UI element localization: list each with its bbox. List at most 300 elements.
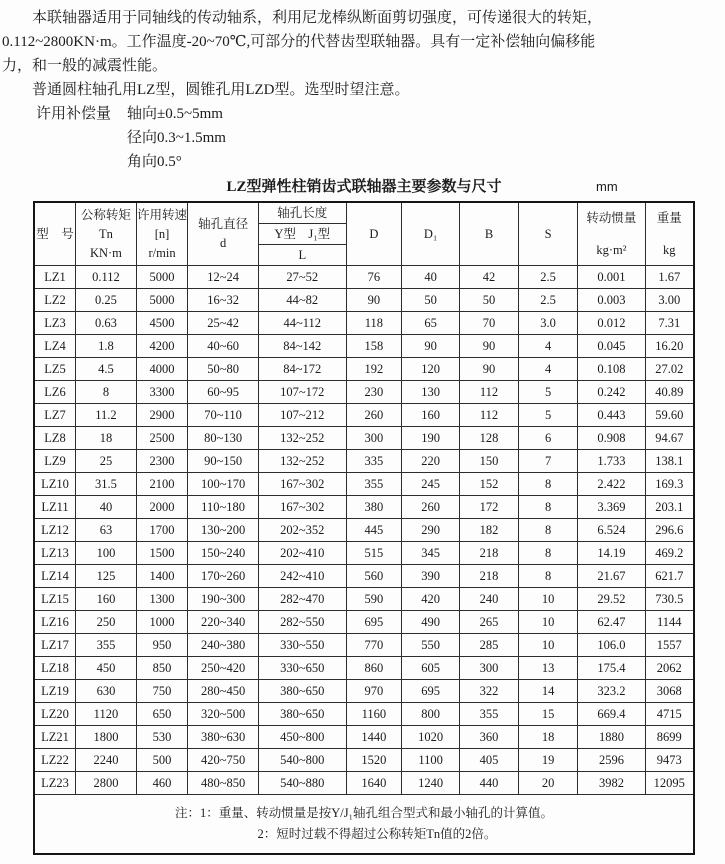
table-body (34, 266, 694, 795)
col-header-model: 型 号 (34, 202, 76, 266)
table-row (34, 611, 694, 634)
table-footer (34, 795, 694, 855)
table-row (34, 335, 694, 358)
table-cell: 1880 (578, 726, 645, 749)
table-row (34, 473, 694, 496)
table-cell: 4715 (645, 703, 694, 726)
table-cell: 460 (136, 772, 187, 795)
table-cell: 240~380 (188, 634, 259, 657)
col-header-B: B (460, 202, 519, 266)
table-cell: 4 (518, 358, 577, 381)
table-cell: 59.60 (645, 404, 694, 427)
table-cell: 16~32 (188, 289, 259, 312)
table-cell: LZ5 (34, 358, 76, 381)
table-cell: 7 (518, 450, 577, 473)
table-cell: 40.89 (645, 381, 694, 404)
table-cell: 100 (76, 542, 137, 565)
table-cell: 1.67 (645, 266, 694, 289)
table-cell: 2240 (76, 749, 137, 772)
col-header-torque (76, 202, 137, 266)
table-row (34, 726, 694, 749)
table-cell: 8 (518, 565, 577, 588)
intro-paragraph-2: 普通圆柱轴孔用LZ型，圆锥孔用LZD型。选型时望注意。 (32, 82, 410, 98)
col-header-torque-line: KN·m (89, 245, 122, 260)
table-cell: 13 (518, 657, 577, 680)
table-cell: 50 (402, 289, 460, 312)
table-row (34, 427, 694, 450)
table-cell: 132~252 (258, 427, 346, 450)
table-cell: 1020 (402, 726, 460, 749)
table-cell: 44~82 (258, 289, 346, 312)
table-cell: 12~24 (188, 266, 259, 289)
table-cell: 300 (460, 657, 519, 680)
table-cell: 220~340 (188, 611, 259, 634)
table-cell: 323.2 (578, 680, 645, 703)
table-cell: 4000 (136, 358, 187, 381)
table-cell: LZ13 (34, 542, 76, 565)
table-row (34, 680, 694, 703)
table-cell: 2.422 (578, 473, 645, 496)
table-cell: 380 (346, 496, 401, 519)
table-cell: 2100 (136, 473, 187, 496)
table-cell: 650 (136, 703, 187, 726)
table-cell: 1120 (76, 703, 137, 726)
table-cell: 515 (346, 542, 401, 565)
table-cell: 14 (518, 680, 577, 703)
table-cell: 590 (346, 588, 401, 611)
table-cell: 621.7 (645, 565, 694, 588)
table-cell: 218 (460, 565, 519, 588)
table-row (34, 657, 694, 680)
table-cell: 3.00 (645, 289, 694, 312)
table-cell: 8699 (645, 726, 694, 749)
table-cell: 390 (402, 565, 460, 588)
table-cell: 335 (346, 450, 401, 473)
col-header-speed-line: [n] (154, 226, 170, 241)
table-cell: 63 (76, 519, 137, 542)
table-cell: 4.5 (76, 358, 137, 381)
col-header-torque-line: Tn (98, 226, 113, 241)
table-cell: 90 (460, 358, 519, 381)
table-cell: LZ21 (34, 726, 76, 749)
table-cell: LZ6 (34, 381, 76, 404)
table-cell: LZ20 (34, 703, 76, 726)
table-cell: 1440 (346, 726, 401, 749)
table-cell: 40 (76, 496, 137, 519)
unit-label: mm (596, 179, 618, 194)
table-cell: 1300 (136, 588, 187, 611)
col-header-inertia (578, 202, 645, 266)
table-cell: LZ3 (34, 312, 76, 335)
table-cell: 405 (460, 749, 519, 772)
col-header-weight-line: 重量 (656, 210, 682, 225)
table-cell: LZ11 (34, 496, 76, 519)
table-cell: 25~42 (188, 312, 259, 335)
note-2: 2：短时过载不得超过公称转矩Tn值的2倍。 (257, 827, 497, 841)
table-cell: 3.0 (518, 312, 577, 335)
table-cell: 280~450 (188, 680, 259, 703)
table-cell: 380~650 (258, 703, 346, 726)
table-cell: 220 (402, 450, 460, 473)
table-cell: 169.3 (645, 473, 694, 496)
table-cell: 490 (402, 611, 460, 634)
table-cell: 2800 (76, 772, 137, 795)
table-row (34, 588, 694, 611)
table-cell: 2900 (136, 404, 187, 427)
col-header-bore-diameter-line: 轴孔直径 (198, 217, 249, 231)
table-cell: 138.1 (645, 450, 694, 473)
table-cell: LZ14 (34, 565, 76, 588)
table-cell: 355 (460, 703, 519, 726)
table-cell: LZ23 (34, 772, 76, 795)
table-cell: 695 (402, 680, 460, 703)
table-cell: 125 (76, 565, 137, 588)
table-cell: 18 (518, 726, 577, 749)
table-row (34, 565, 694, 588)
col-header-speed (136, 202, 187, 266)
table-cell: 10 (518, 611, 577, 634)
table-cell: 1000 (136, 611, 187, 634)
compensation-axial-value: 轴向±0.5~5mm (127, 106, 223, 122)
table-cell: LZ10 (34, 473, 76, 496)
col-header-bore-length-title: 轴孔长度 (277, 206, 328, 220)
table-cell: 240 (460, 588, 519, 611)
table-row (34, 749, 694, 772)
table-cell: 0.908 (578, 427, 645, 450)
table-row (34, 542, 694, 565)
col-header-bore-diameter (188, 202, 259, 266)
table-cell: 730.5 (645, 588, 694, 611)
table-cell: 50~80 (188, 358, 259, 381)
table-cell: 202~352 (258, 519, 346, 542)
table-cell: 5 (518, 381, 577, 404)
table-cell: 40~60 (188, 335, 259, 358)
table-cell: 8 (518, 496, 577, 519)
table-row (34, 404, 694, 427)
table-cell: 530 (136, 726, 187, 749)
table-cell: 42 (460, 266, 519, 289)
table-cell: 9473 (645, 749, 694, 772)
table-cell: 260 (346, 404, 401, 427)
table-cell: 420 (402, 588, 460, 611)
table-cell: 7.31 (645, 312, 694, 335)
compensation-label: 许用补偿量 (36, 106, 112, 122)
col-header-speed-line: r/min (148, 245, 176, 260)
table-cell: 420~750 (188, 749, 259, 772)
table-cell: 540~880 (258, 772, 346, 795)
table-cell: 320~500 (188, 703, 259, 726)
table-row (34, 519, 694, 542)
table-cell: 1500 (136, 542, 187, 565)
table-cell: 90~150 (188, 450, 259, 473)
table-cell: 202~410 (258, 542, 346, 565)
table-cell: 192 (346, 358, 401, 381)
table-cell: 84~172 (258, 358, 346, 381)
table-cell: 12095 (645, 772, 694, 795)
table-cell: 540~800 (258, 749, 346, 772)
table-cell: 0.25 (76, 289, 137, 312)
table-cell: 242~410 (258, 565, 346, 588)
table-cell: 150 (460, 450, 519, 473)
table-cell: 44~112 (258, 312, 346, 335)
table-cell: 62.47 (578, 611, 645, 634)
table-cell: 8 (518, 473, 577, 496)
table-cell: LZ1 (34, 266, 76, 289)
table-cell: 1800 (76, 726, 137, 749)
intro-line: 力，和一般的减震性能。 (2, 58, 168, 74)
table-cell: 60~95 (188, 381, 259, 404)
table-cell: 500 (136, 749, 187, 772)
table-cell: 355 (76, 634, 137, 657)
table-cell: 860 (346, 657, 401, 680)
table-row (34, 289, 694, 312)
col-header-bore-length-l: L (259, 244, 346, 265)
table-cell: 1640 (346, 772, 401, 795)
table-cell: 107~212 (258, 404, 346, 427)
col-header-S: S (518, 202, 577, 266)
table-cell: 76 (346, 266, 401, 289)
table-cell: 27~52 (258, 266, 346, 289)
table-cell: 6 (518, 427, 577, 450)
table-cell: 2500 (136, 427, 187, 450)
table-cell: LZ19 (34, 680, 76, 703)
table-row (34, 358, 694, 381)
table-cell: 480~850 (188, 772, 259, 795)
table-cell: 128 (460, 427, 519, 450)
table-row (34, 703, 694, 726)
table-cell: 550 (402, 634, 460, 657)
table-cell: 203.1 (645, 496, 694, 519)
table-row (34, 772, 694, 795)
table-cell: 0.112 (76, 266, 137, 289)
table-title: LZ型弹性柱销齿式联轴器主要参数与尺寸 (226, 179, 502, 195)
col-header-weight-line: kg (663, 242, 676, 257)
table-cell: 8 (76, 381, 137, 404)
table-cell: 1144 (645, 611, 694, 634)
table-cell: 16.20 (645, 335, 694, 358)
table-cell: 3068 (645, 680, 694, 703)
table-cell: 285 (460, 634, 519, 657)
table-cell: 0.443 (578, 404, 645, 427)
table-cell: 190 (402, 427, 460, 450)
table-cell: 5000 (136, 266, 187, 289)
table-cell: 1557 (645, 634, 694, 657)
table-cell: 0.63 (76, 312, 137, 335)
col-header-speed-line: 许用转速 (137, 207, 188, 222)
table-cell: 29.52 (578, 588, 645, 611)
table-cell: 118 (346, 312, 401, 335)
table-cell: 10 (518, 634, 577, 657)
table-cell: 695 (346, 611, 401, 634)
table-cell: 1520 (346, 749, 401, 772)
table-cell: 100~170 (188, 473, 259, 496)
table-cell: LZ8 (34, 427, 76, 450)
notes-cell (34, 795, 694, 855)
table-cell: 330~550 (258, 634, 346, 657)
table-cell: 8 (518, 519, 577, 542)
table-cell: 2000 (136, 496, 187, 519)
table-cell: 2.5 (518, 266, 577, 289)
table-cell: 0.242 (578, 381, 645, 404)
table-cell: 107~172 (258, 381, 346, 404)
table-cell: 260 (402, 496, 460, 519)
table-cell: LZ9 (34, 450, 76, 473)
table-cell: 18 (76, 427, 137, 450)
table-cell: 130~200 (188, 519, 259, 542)
table-cell: 70 (460, 312, 519, 335)
table-cell: 65 (402, 312, 460, 335)
table-cell: LZ22 (34, 749, 76, 772)
table-cell: 132~252 (258, 450, 346, 473)
table-cell: 19 (518, 749, 577, 772)
table-cell: 282~550 (258, 611, 346, 634)
table-cell: 380~630 (188, 726, 259, 749)
table-cell: 84~142 (258, 335, 346, 358)
table-cell: 560 (346, 565, 401, 588)
table-cell: 218 (460, 542, 519, 565)
table-cell: 800 (402, 703, 460, 726)
table-cell: 3300 (136, 381, 187, 404)
table-cell: 380~650 (258, 680, 346, 703)
table-cell: 630 (76, 680, 137, 703)
table-cell: 182 (460, 519, 519, 542)
col-header-bore-diameter-line: d (219, 236, 227, 250)
table-cell: 10 (518, 588, 577, 611)
table-cell: 50 (460, 289, 519, 312)
table-cell: 80~130 (188, 427, 259, 450)
table-cell: 445 (346, 519, 401, 542)
col-header-bore-length (258, 202, 346, 266)
table-cell: 0.108 (578, 358, 645, 381)
table-cell: 70~110 (188, 404, 259, 427)
table-cell: LZ17 (34, 634, 76, 657)
table-cell: 2.5 (518, 289, 577, 312)
intro-text-block (0, 0, 725, 174)
col-header-bore-length-types: Y型 J₁型 (259, 223, 346, 244)
compensation-line-axial (2, 102, 721, 126)
table-row (34, 450, 694, 473)
table-cell: 950 (136, 634, 187, 657)
table-cell: 605 (402, 657, 460, 680)
table-cell: 1.733 (578, 450, 645, 473)
table-cell: 0.003 (578, 289, 645, 312)
table-cell: LZ2 (34, 289, 76, 312)
table-row (34, 634, 694, 657)
table-cell: 970 (346, 680, 401, 703)
table-cell: 158 (346, 335, 401, 358)
table-cell: LZ4 (34, 335, 76, 358)
table-title-row (33, 175, 695, 199)
table-cell: 330~650 (258, 657, 346, 680)
table-cell: 3.369 (578, 496, 645, 519)
table-cell: 11.2 (76, 404, 137, 427)
table-cell: 94.67 (645, 427, 694, 450)
table-cell: LZ12 (34, 519, 76, 542)
table-cell: 1240 (402, 772, 460, 795)
table-cell: 21.67 (578, 565, 645, 588)
table-cell: 6.524 (578, 519, 645, 542)
table-cell: 750 (136, 680, 187, 703)
table-cell: 1160 (346, 703, 401, 726)
table-row (34, 381, 694, 404)
table-cell: 27.02 (645, 358, 694, 381)
table-cell: 669.4 (578, 703, 645, 726)
table-cell: 450~800 (258, 726, 346, 749)
table-cell: LZ16 (34, 611, 76, 634)
table-cell: 450 (76, 657, 137, 680)
note-1: 注：1：重量、转动惯量是按Y/J₁轴孔组合型式和最小轴孔的计算值。 (175, 806, 553, 820)
table-cell: 770 (346, 634, 401, 657)
table-cell: LZ18 (34, 657, 76, 680)
table-cell: 1700 (136, 519, 187, 542)
table-cell: 15 (518, 703, 577, 726)
table-cell: 14.19 (578, 542, 645, 565)
table-cell: 130 (402, 381, 460, 404)
table-cell: LZ15 (34, 588, 76, 611)
table-cell: 296.6 (645, 519, 694, 542)
table-cell: 175.4 (578, 657, 645, 680)
col-header-D1: D₁ (402, 202, 460, 266)
table-cell: 440 (460, 772, 519, 795)
table-cell: 2300 (136, 450, 187, 473)
table-cell: LZ7 (34, 404, 76, 427)
table-cell: 1.8 (76, 335, 137, 358)
table-cell: 110~180 (188, 496, 259, 519)
table-cell: 2596 (578, 749, 645, 772)
col-header-weight (645, 202, 694, 266)
table-cell: 2062 (645, 657, 694, 680)
table-cell: 1100 (402, 749, 460, 772)
table-cell: 112 (460, 381, 519, 404)
table-cell: 167~302 (258, 496, 346, 519)
table-cell: 469.2 (645, 542, 694, 565)
table-cell: 3982 (578, 772, 645, 795)
table-cell: 355 (346, 473, 401, 496)
table-cell: 31.5 (76, 473, 137, 496)
table-cell: 265 (460, 611, 519, 634)
table-cell: 5000 (136, 289, 187, 312)
table-cell: 0.045 (578, 335, 645, 358)
col-header-torque-line: 公称转矩 (80, 207, 131, 222)
table-cell: 120 (402, 358, 460, 381)
col-header-inertia-line: kg·m² (596, 242, 627, 257)
table-cell: 112 (460, 404, 519, 427)
compensation-line-radial: 径向0.3~1.5mm (127, 130, 226, 146)
table-cell: 322 (460, 680, 519, 703)
table-cell: 0.012 (578, 312, 645, 335)
table-cell: 160 (402, 404, 460, 427)
parameters-table (33, 201, 695, 855)
table-cell: 360 (460, 726, 519, 749)
table-cell: 290 (402, 519, 460, 542)
intro-line: 0.112~2800KN·m。工作温度-20~70℃,可部分的代替齿型联轴器。具有一定补偿轴向偏移能 (2, 34, 596, 50)
table-cell: 25 (76, 450, 137, 473)
table-cell: 245 (402, 473, 460, 496)
table-cell: 190~300 (188, 588, 259, 611)
table-header (34, 202, 694, 266)
table-cell: 40 (402, 266, 460, 289)
table-cell: 230 (346, 381, 401, 404)
table-cell: 282~470 (258, 588, 346, 611)
table-cell: 20 (518, 772, 577, 795)
table-cell: 172 (460, 496, 519, 519)
col-header-inertia-line: 转动惯量 (586, 210, 637, 225)
table-row (34, 496, 694, 519)
table-cell: 300 (346, 427, 401, 450)
table-row (34, 312, 694, 335)
table-row (34, 266, 694, 289)
table-cell: 4500 (136, 312, 187, 335)
